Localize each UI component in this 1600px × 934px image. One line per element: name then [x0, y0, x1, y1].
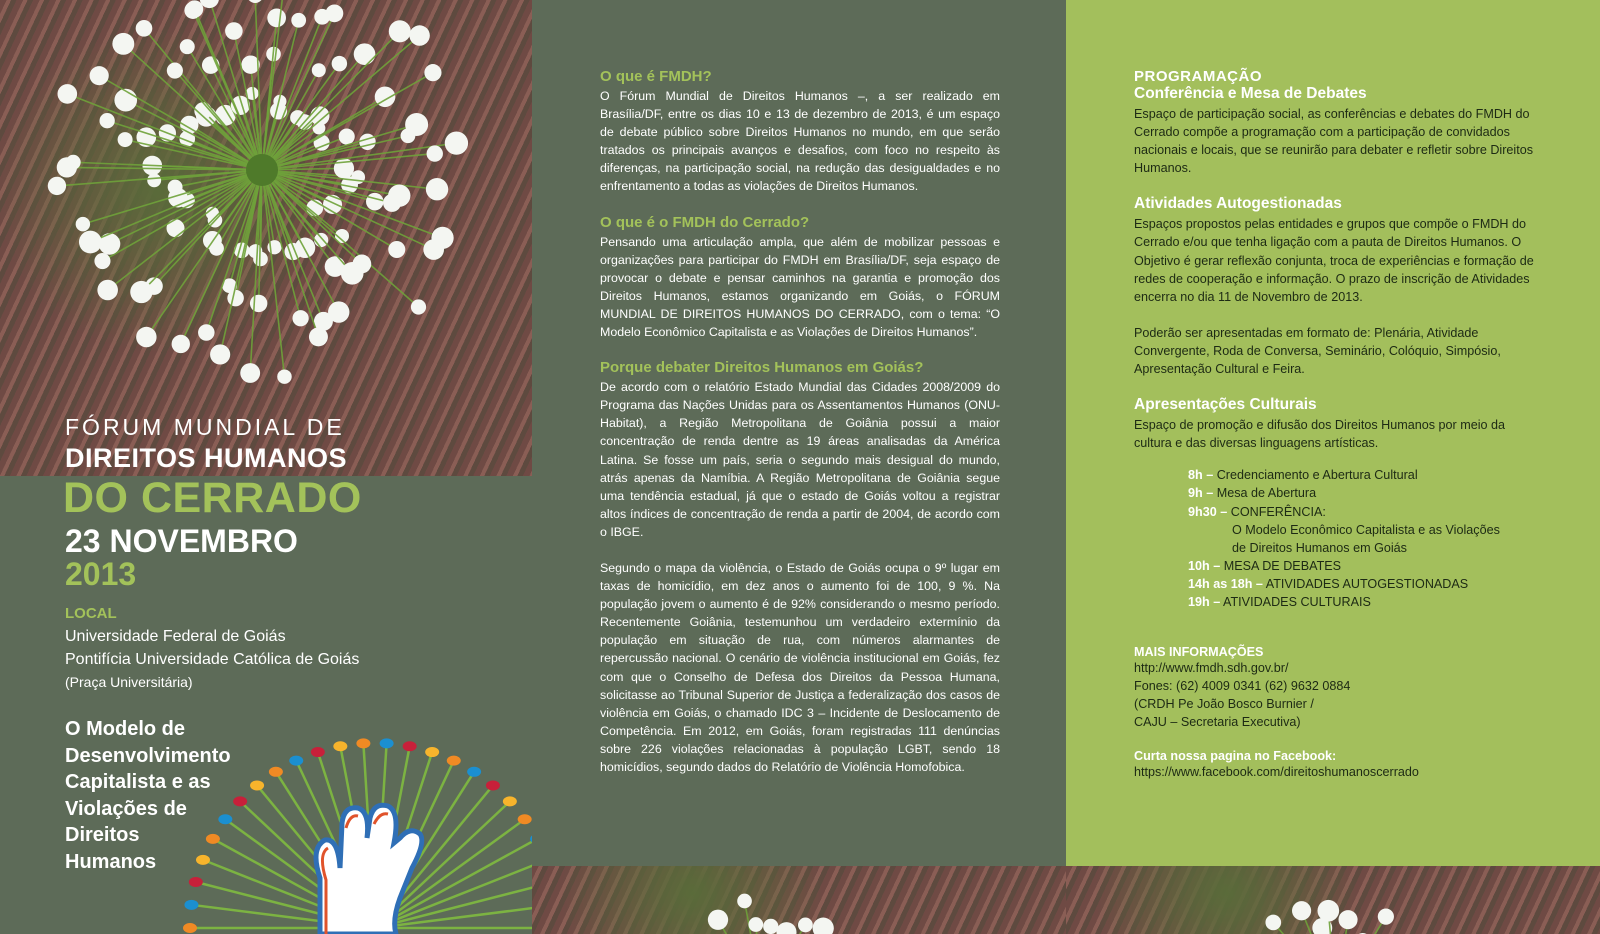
event-year: 2013 — [65, 556, 137, 592]
section-text-fmdh: O Fórum Mundial de Direitos Humanos –, a ser realizado em Brasília/DF, entre os dias 10 e 13 de dezembro de 2013, é um espaço de debate público sobre Direitos Humanos no mundo, em que serão tratados os principais avanços e desafios, com foco no respeito às diferenças, na participação social, na redução das desigualdades e no enfrentamento a todas as violações de Direitos Humanos. — [600, 89, 1000, 194]
schedule-item: 14h as 18h – ATIVIDADES AUTOGESTIONADAS — [1188, 576, 1469, 591]
facebook-label: Curta nossa pagina no Facebook: — [1134, 749, 1337, 764]
forum-title-line1: FÓRUM MUNDIAL DE — [65, 414, 345, 440]
theme-line: Desenvolvimento — [65, 744, 231, 767]
contact-org-2: CAJU – Secretaria Executiva) — [1134, 715, 1301, 730]
formats-text: Poderão ser apresentadas em formato de: Plenária, Atividade Convergente, Roda de Conversa, Seminário, Colóquio, Simpósio, Apresentação Cultural e Feira. — [1134, 325, 1501, 377]
facebook-link[interactable]: https://www.facebook.com/direitoshumanoscerrado — [1134, 765, 1419, 780]
hand-flower-logo-icon — [160, 728, 532, 934]
schedule-item: 10h – MESA DE DEBATES — [1188, 558, 1342, 573]
local-venue-1: Universidade Federal de Goiás — [65, 628, 286, 645]
flower-strip-icon — [1066, 866, 1600, 934]
section-text-fmdh-cerrado: Pensando uma articulação ampla, que além de mobilizar pessoas e organizações para participar do FMDH em Brasília/DF, seja espaço de provocar o debate e pensar caminhos na garantia e promoção dos Direitos Humanos, estamos organizando em Goiás, o FÓRUM MUNDIAL DE DIREITOS HUMANOS DO CERRADO, com o tema: “O Modelo Econômico Capitalista e as Violações de Direitos Humanos”. — [600, 234, 1000, 340]
event-date: 23 NOVEMBRO — [65, 523, 298, 559]
activities-text: Espaços propostos pelas entidades e grupos que compõe o FMDH do Cerrado e/ou que tenha ligação com a pauta de Direitos Humanos. O Objetivo é gerar reflexão conjunta, troca de experiências e formação de redes de cooperação e informação. O prazo de inscrição de Atividades encerra no dia 11 de Novembro de 2013. — [1134, 217, 1534, 304]
cerrado-flower-photo — [0, 0, 532, 476]
schedule-item: 19h – ATIVIDADES CULTURAIS — [1188, 594, 1371, 609]
activities-heading: Atividades Autogestionadas — [1134, 195, 1342, 213]
forum-title-line2: DIREITOS HUMANOS — [65, 443, 348, 473]
schedule-item: 9h – Mesa de Abertura — [1188, 486, 1317, 501]
local-venue-2: Pontifícia Universidade Católica de Goiás — [65, 651, 360, 668]
schedule-item: 9h30 – CONFERÊNCIA: — [1188, 504, 1326, 519]
info-column — [600, 68, 1000, 776]
cover-panel — [0, 0, 532, 934]
flower-strip-icon — [532, 866, 1066, 934]
theme-line: O Modelo de — [65, 718, 185, 740]
program-panel — [1066, 0, 1600, 934]
conference-title-line: O Modelo Econômico Capitalista e as Violações — [1232, 522, 1500, 537]
more-info-label: MAIS INFORMAÇÕES — [1134, 645, 1264, 660]
section-heading-fmdh-cerrado: O que é o FMDH do Cerrado? — [600, 213, 810, 231]
theme-line: Humanos — [65, 850, 157, 873]
program-column — [1134, 68, 1534, 782]
contact-org-1: (CRDH Pe João Bosco Burnier / — [1134, 697, 1314, 712]
section-text-goias-1: De acordo com o relatório Estado Mundial das Cidades 2008/2009 do Programa das Nações Unidas para os Assentamentos Humanos (ONU-Habitat), a Região Metropolitana de Goiânia possui a maior concentração de renda dentre as 19 áreas analisadas da América Latina. Se fosse um país, seria o segundo mais desigual do mundo, atrás apenas da Namíbia. A Região Metropolitana de Goiânia segue uma tendência estadual, já que o estado de Goiás voltou a registrar altos índices de concentração de renda a partir de 2004, de acordo com o IBGE. — [600, 380, 1000, 539]
conference-title-line: de Direitos Humanos em Goiás — [1232, 540, 1407, 555]
local-note: (Praça Universitária) — [65, 674, 193, 690]
flower-icon — [0, 0, 532, 476]
programacao-title: PROGRAMAÇÃO — [1134, 68, 1262, 85]
conference-text: Espaço de participação social, as conferências e debates do FMDH do Cerrado compõe a programação com a participação de convidados nacionais e locais, que se reunirão para debater e refletir sobre Direitos Humanos. — [1134, 107, 1534, 176]
phone-numbers: Fones: (62) 4009 0341 (62) 9632 0884 — [1134, 679, 1351, 694]
section-heading-fmdh: O que é FMDH? — [600, 68, 712, 85]
theme-line: Capitalista e as — [65, 771, 211, 793]
theme-line: Violações de — [65, 797, 187, 820]
flower-strip-photo — [1066, 866, 1600, 934]
theme-line: Direitos — [65, 824, 140, 846]
cultural-heading: Apresentações Culturais — [1134, 396, 1317, 414]
section-heading-goias: Porque debater Direitos Humanos em Goiás? — [600, 359, 924, 377]
flower-strip-photo — [532, 866, 1066, 934]
section-text-goias-2: Segundo o mapa da violência, o Estado de Goiás ocupa o 9º lugar em taxas de homicídio, em dez anos o aumento foi de 100, 9 %. Na população jovem o aumento é de 92% considerando o mesmo período. Recentemente Goiânia, testemunhou um verdadeiro extermínio da população em situação de rua, com números alarmantes de repercussão nacional. O cenário de violência institucional em Goiás, fez com que o Conselho de Defesa dos Direitos da Pessoa Humana, solicitasse ao Tribunal Superior de Justiça a federalização dos casos de violência em Goiás, o chamado IDC 3 – Incidente de Deslocamento de Competência. Em 2012, em Goiás, foram registradas 111 denúncias sobre 226 violações relacionadas à população LGBT, sendo 18 homicídios, segundo dados do Relatório de Violência Homofobica. — [600, 560, 1000, 774]
forum-title-line3: DO CERRADO — [63, 474, 362, 522]
conference-heading: Conferência e Mesa de Debates — [1134, 85, 1367, 102]
website-link[interactable]: http://www.fmdh.sdh.gov.br/ — [1134, 661, 1289, 676]
schedule-list — [1188, 466, 1534, 611]
schedule-item: 8h – Credenciamento e Abertura Cultural — [1188, 468, 1418, 483]
info-panel — [532, 0, 1066, 934]
cultural-text: Espaço de promoção e difusão dos Direitos Humanos por meio da cultura e das diversas linguagens artísticas. — [1134, 418, 1506, 451]
local-label: LOCAL — [65, 605, 117, 622]
